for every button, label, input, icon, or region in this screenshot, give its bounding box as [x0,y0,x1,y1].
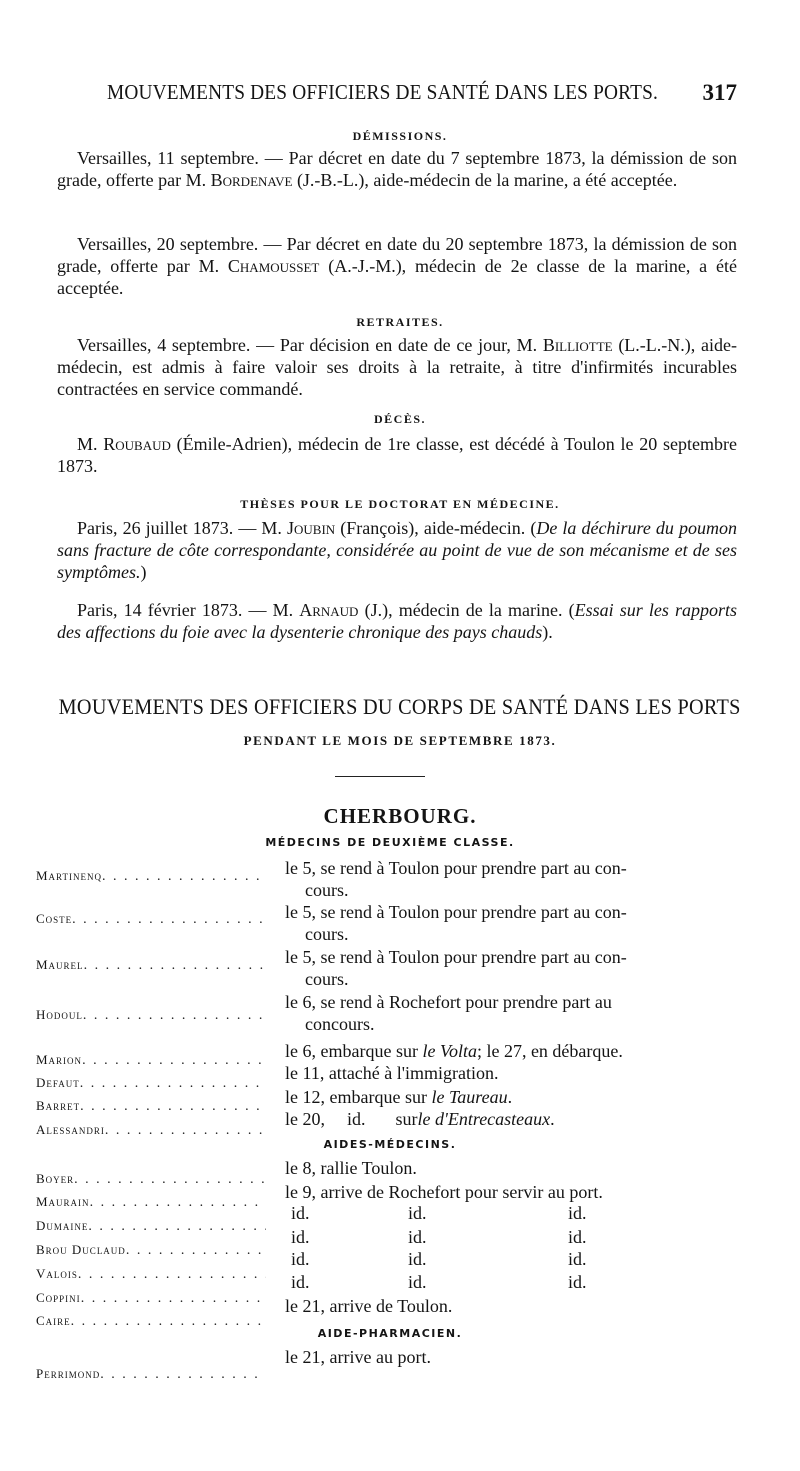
officer-entry: le 9, arrive de Rochefort pour servir au port. [285,1182,603,1202]
officer-name: Maurel . . . [36,957,266,977]
ditto-row: id. id. id. [291,1203,587,1223]
person-name: Bordenave [210,170,293,190]
ship-name: le d'Entrecasteaux [417,1109,551,1129]
ditto-row: id. id. id. [291,1249,587,1269]
port-title: CHERBOURG. [323,804,477,828]
officer-entry: le 12, embarque sur le Taureau. [285,1087,513,1107]
officer-name: Boyer . . . [36,1171,266,1191]
officer-name: Alessandri . . . [36,1122,266,1142]
running-title: MOUVEMENTS DES OFFICIERS DE SANTÉ DANS LES PORTS. [107,80,659,104]
officer-entry: le 20, id. surle d'Entrecasteaux. [285,1109,555,1129]
officer-name: Martinenq . . . [36,868,266,888]
chapter-title: MOUVEMENTS DES OFFICIERS DU CORPS DE SANTÉ DANS LES PORTS [59,694,741,719]
deces-paragraph: M. Roubaud (Émile-Adrien), médecin de 1re classe, est décédé à Toulon le 20 septembre 1873. [57,434,737,476]
thesis-title: De la déchirure du poumon sans fracture de côte correspondante, considérée au point de vue de son mécanisme et de ses symptômes. [57,518,737,582]
demission-paragraph: Versailles, 20 septembre. — Par décret en date du 20 septembre 1873, la démission de son grade, offerte par M. Chamousset (A.-J.-M.), médecin de 2e classe de la marine, a été acceptée. [57,234,737,298]
ship-name: le Volta [422,1041,477,1061]
retraites-heading: RETRAITES. [356,315,444,329]
pharmacien-heading: AIDE-PHARMACIEN. [317,1327,463,1340]
theses-heading: THÈSES POUR LE DOCTORAT EN MÉDECINE. [240,497,560,511]
officer-entry: le 6, se rend à Rochefort pour prendre part au concours. [285,992,612,1034]
officer-entry: le 6, embarque sur le Volta; le 27, en débarque. [285,1041,623,1061]
officer-name: Coste . . . [36,911,266,931]
officer-entry: le 8, rallie Toulon. [285,1158,417,1178]
officer-name: Dumaine . . . [36,1218,266,1238]
officer-name: Defaut . . . [36,1075,266,1095]
officer-entry: le 5, se rend à Toulon pour prendre part au con- cours. [285,902,627,944]
officer-entry: le 5, se rend à Toulon pour prendre part au con- cours. [285,947,627,989]
chapter-subtitle: PENDANT LE MOIS DE SEPTEMBRE 1873. [243,733,557,748]
officer-name: Marion . . . [36,1052,266,1072]
officer-name: Maurain . . . [36,1194,266,1214]
page-number: 317 [702,80,737,105]
demission-paragraph: Versailles, 11 septembre. — Par décret en date du 7 septembre 1873, la démission de son grade, offerte par M. Bordenave (J.-B.-L.), aide-médecin de la marine, a été acceptée. [57,148,737,190]
person-name: Joubin [287,518,336,538]
demissions-heading: DÉMISSIONS. [352,129,448,143]
officer-entry: le 11, attaché à l'immigration. [285,1063,499,1083]
officer-entry: le 21, arrive de Toulon. [285,1296,453,1316]
retraite-paragraph: Versailles, 4 septembre. — Par décision en date de ce jour, M. Billiotte (L.-L.-N.), aide-médecin, est admis à faire valoir ses droits à la retraite, à titre d'infirmités incurables contractées en service commandé. [57,335,737,399]
aides-heading: AIDES-MÉDECINS. [323,1138,457,1151]
officer-name: Hodoul . . . [36,1007,266,1027]
divider [335,776,425,777]
thesis-title: Essai sur les rapports des affections du foie avec la dysenterie chronique des pays chauds [57,600,738,642]
officer-name: Valois . . . [36,1266,266,1286]
officer-entry: le 21, arrive au port. [285,1347,431,1367]
these-paragraph: Paris, 14 février 1873. — M. Arnaud (J.), médecin de la marine. (Essai sur les rapports des affections du foie avec la dysenterie chronique des pays chauds). [57,600,738,642]
officer-entry: le 5, se rend à Toulon pour prendre part au con- cours. [285,858,627,900]
ditto-row: id. id. id. [291,1227,587,1247]
ditto-row: id. id. id. [291,1272,587,1292]
person-name: Chamousset [227,256,320,276]
person-name: Roubaud [103,434,171,454]
ship-name: le Taureau [431,1087,508,1107]
officer-name: Caire . . . [36,1313,266,1333]
officer-name: Perrimond . . . [36,1366,266,1386]
officer-name: Barret . . . [36,1098,266,1118]
officer-name: Brou Duclaud . . . [36,1242,266,1262]
person-name: Arnaud [299,600,359,620]
running-head [107,80,737,112]
officer-name: Coppini . . . [36,1290,266,1310]
medecins-heading: MÉDECINS DE DEUXIÈME CLASSE. [265,836,515,849]
person-name: Billiotte [542,335,613,355]
deces-heading: DÉCÈS. [373,412,426,426]
these-paragraph: Paris, 26 juillet 1873. — M. Joubin (François), aide-médecin. (De la déchirure du poumon sans fracture de côte correspondante, considérée au point de vue de son mécanisme et de ses symptômes.) [57,518,737,582]
